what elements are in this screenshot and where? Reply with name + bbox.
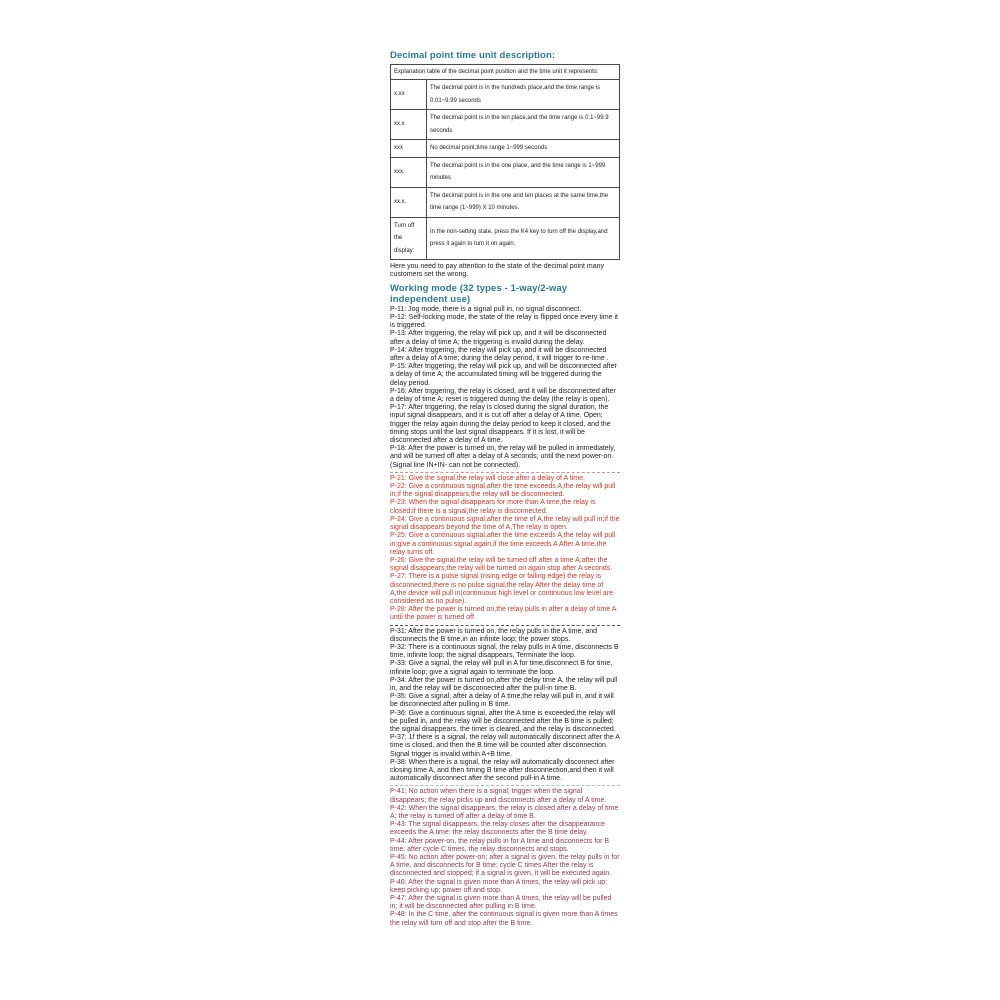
format-description: In the non-setting state, press the K4 key to turn off the display,and press it again to turn it on again. <box>427 217 620 260</box>
mode-item: P-35: Give a signal, after a delay of A time,the relay will pull in, and it will be disconnected after pulling in B time. <box>390 693 614 709</box>
mode-item: P-47: After the signal is given more than A times, the relay will be pulled in; it will be disconnected after pulling in B time. <box>390 895 612 911</box>
mode-item: P-34: After the power is turned on,after the delay time A, the relay will pull in, and the relay will be disconnected after the pull-in time B. <box>390 676 618 692</box>
display-format-label: xxx. <box>391 157 427 187</box>
section-title-working-mode: Working mode (32 types - 1-way/2-way independent use) <box>390 282 568 305</box>
display-format-label: xx.x. <box>391 187 427 217</box>
table-row <box>391 140 620 158</box>
mode-item: P-15: After triggering, the relay will pick up, and will be disconnected after a delay of time A; the accumulated timing will be triggered during the delay period. <box>390 363 617 387</box>
mode-item: P-14: After triggering, the relay will pick up, and it will be disconnected after a delay of A time; during the delay period, it will trigger to re-time . <box>390 346 609 363</box>
mode-item: P-33: Give a signal, the relay will pull in A for time,disconnect B for time, infinite loop; give a signal again to terminate the loop. <box>390 660 613 676</box>
mode-item: P-43: The signal disappears, the relay closes after the disappearance exceeds the A time: the relay disconnects after the B time delay. <box>390 821 606 837</box>
table-row <box>391 157 620 187</box>
mode-item: P-18: After the power is turned on, the relay will be pulled in immediately, and will be turned off after a delay of A seconds; until the next power-on. (Signal line IN+IN- can not be connected). <box>390 445 616 469</box>
table-header-row <box>391 65 620 80</box>
section-title-decimal-point: Decimal point time unit description: <box>390 50 556 61</box>
working-mode-list <box>390 306 620 928</box>
mode-item: P-48: In the C time. after the continuous signal is given more than A times the relay will turn off and stop after the B time. <box>390 911 618 927</box>
mode-item: P-24: Give a continuous signal,after the time of A,the relay will pull in;if the signal disappears beyond the time of A,The relay is open. <box>390 515 620 532</box>
mode-item: P-25: Give a continuous signal,after the time exceeds A,the relay will pull in;give a continuous signal again,if the time exceeds A After A time,the relay turns off. <box>390 532 616 556</box>
mode-item: P-41: No action when there is a signal; trigger when the signal disappears; the relay picks up and disconnects after a delay of A time. <box>390 788 607 804</box>
mode-group-p3x <box>390 625 620 784</box>
mode-item: P-17: After triggering, the relay is closed during the signal duration, the input signal disappears, and it is cut off after a delay of A time. Open; trigger the relay again during the delay period to keep it closed, and the timing stops until the last signal disappears. If it is lost, it will be disconnected after a delay of A time. <box>390 404 611 445</box>
format-description: The decimal point is in the ten place,and the time range is 0.1~99.9 seconds <box>427 110 620 140</box>
display-format-label: xx.x <box>391 110 427 140</box>
display-format-label: xxx <box>391 140 427 158</box>
table-row <box>391 187 620 217</box>
mode-group-p4x <box>390 785 620 927</box>
mode-item: P-38: When there is a signal, the relay will automatically disconnect after closing time A, and then timing B time after disconnection,and then it will automatically disconnect after the second pull-in A time. <box>390 758 615 783</box>
mode-item: P-21: Give the signal,the relay will close after a delay of A time. <box>390 474 585 482</box>
format-description: The decimal point is in the one and ten places at the same time,the time range (1~999) X 10 minutes. <box>427 187 620 217</box>
mode-item: P-22: Give a continuous signal,after the time exceeds A,the relay will pull in;if the signal disappears,the relay will be disconnected. <box>390 483 616 499</box>
decimal-point-note: Here you need to pay attention to the state of the decimal point many customers set the wrong. <box>390 263 605 279</box>
product-description-content <box>390 50 620 928</box>
display-format-label: x.xx <box>391 80 427 110</box>
table-header: Explanation table of the decimal point position and the time unit it represents: <box>391 65 620 80</box>
mode-item: P-27: There is a pulse signal (rising edge or falling edge) the relay is disconnected,there is no pulse signal,the relay After the delay time of A,the device will pull in(continuous high level or continuous low level are considered as no pulse). <box>390 573 613 605</box>
display-format-label: Turn off the display: <box>391 217 427 260</box>
mode-group-p2x <box>390 472 620 623</box>
decimal-point-table <box>390 64 620 260</box>
mode-item: P-31: After the power is turned on, the relay pulls in the A time, and disconnects the B time,in an infinite loop; the power stops. <box>390 627 598 643</box>
mode-item: P-46: After the signal is given more than A times, the relay will pick up; keep picking up; power off and stop. <box>390 878 608 894</box>
mode-item: P-26: Give the signal,the relay will be turned off after a time A;after the signal disappears,the relay will be turned on again stop after A seconds. <box>390 556 613 573</box>
mode-item: P-42: When the signal disappears, the relay is closed after a delay of time A; the relay is turned off after a delay of time B. <box>390 804 619 820</box>
table-row <box>391 110 620 140</box>
mode-item: P-36: Give a continuous signal, after the A time is exceeded,the relay will be pulled in, and the relay will be disconnected after the B time is pulled; the signal disappears, the timer is cleared, and the relay is disconnected. <box>390 709 616 733</box>
mode-item: P-16: After triggering, the relay is closed, and it will be disconnected after a delay of time A; reset is triggered during the delay (the relay is open). <box>390 387 616 404</box>
mode-item: P-28: After the power is turned on,the relay pulls in after a delay of time A until the power is turned off. <box>390 606 617 622</box>
mode-item: P-32: There is a continuous signal, the relay pulls in A time, disconnects B time, infinite loop; the signal disappears, Terminate the loop. <box>390 643 619 660</box>
mode-item: P-37: 1f there is a signal, the relay will automatically disconnect after the A time is closed, and then the B time will be counted after disconnection. Signal trigger is invalid within A+B time. <box>390 734 620 758</box>
mode-item: P-13: After triggering, the relay will pick up, and it will be disconnected after a delay of time A; the triggering is invalid during the delay. <box>390 330 607 346</box>
mode-item: P-11: Jog mode, there is a signal pull in, no signal disconnect. <box>390 305 582 313</box>
mode-item: P-12: Self-locking mode, the state of the relay is flipped once every time it is triggered. <box>390 314 619 330</box>
format-description: The decimal point is in the one place, and the time range is 1~999 minutes <box>427 157 620 187</box>
mode-item: P-23: When the signal disappears for more than A time,the relay is closed;if there is a signal,the relay is disconnected. <box>390 499 596 515</box>
table-row <box>391 217 620 260</box>
format-description: No decimal point,time range 1~999 seconds <box>427 140 620 158</box>
mode-item: P-44: After power-on, the relay pulls in for A time and disconnects for B time; after cycle C times, the relay disconnects and stops. <box>390 837 610 853</box>
mode-item: P-45: No action after power-on; after a signal is given, the relay pulls in for A time, and disconnects for B time; cycle C times After the relay is disconnected and stopped; if a signal is given, it will be executed again. <box>390 854 620 878</box>
format-description: The decimal point is in the hundreds place,and the time range is 0.01~9.99 seconds <box>427 80 620 110</box>
mode-group-p1x <box>390 306 620 470</box>
table-row <box>391 80 620 110</box>
